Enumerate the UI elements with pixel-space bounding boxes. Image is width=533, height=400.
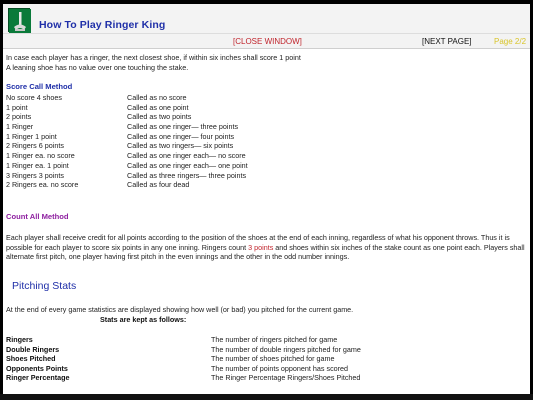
- stat-description: The number of shoes pitched for game: [211, 354, 335, 364]
- stat-label: Opponents Points: [6, 363, 68, 373]
- score-call: Called as two ringers— six points: [127, 141, 234, 151]
- score-call: Called as one ringer each— no score: [127, 151, 246, 161]
- stat-description: The number of points opponent has scored: [211, 363, 349, 373]
- stats-subheading: Stats are kept as follows:: [100, 315, 187, 324]
- score-combo: 1 Ringer: [6, 122, 34, 132]
- score-combo: 1 Ringer ea. no score: [6, 151, 75, 161]
- score-call: Called as one ringer each— one point: [127, 160, 248, 170]
- next-page-button[interactable]: [NEXT PAGE]: [422, 37, 472, 46]
- pitching-stats-heading: Pitching Stats: [12, 280, 77, 292]
- score-combo: 3 Ringers 3 points: [6, 170, 64, 180]
- score-combo: No score 4 shoes: [6, 93, 62, 102]
- window-title: How To Play Ringer King: [39, 19, 166, 31]
- score-combo: 2 Ringers ea. no score: [6, 180, 79, 190]
- horseshoe-stake-icon: [8, 8, 30, 32]
- page-indicator: Page 2/2: [494, 37, 527, 46]
- stat-label: Shoes Pitched: [6, 354, 56, 364]
- score-call-heading: Score Call Method: [6, 82, 73, 91]
- ringer-points-highlight: 3 points: [248, 242, 274, 252]
- intro-line-1: In case each player has a ringer, the next closest shoe, if within six inches shall score 1 point: [6, 53, 301, 62]
- score-call: Called as four dead: [127, 180, 190, 190]
- pitching-stats-intro: At the end of every game statistics are displayed showing how well (or bad) you pitched for the current game.: [6, 305, 354, 314]
- count-all-heading: Count All Method: [6, 212, 69, 221]
- score-combo: 1 Ringer 1 point: [6, 131, 57, 141]
- count-all-paragraph: [6, 233, 526, 262]
- score-call: Called as one ringer— four points: [127, 131, 235, 141]
- stat-label: Double Ringers: [6, 344, 60, 354]
- help-content: [3, 48, 530, 394]
- navigation-row: [3, 34, 530, 48]
- score-call: Called as two points: [127, 112, 192, 122]
- stat-description: The number of ringers pitched for game: [211, 335, 338, 344]
- stat-label: Ringers: [6, 335, 33, 344]
- title-bar: [3, 4, 530, 34]
- score-combo: 1 point: [6, 102, 28, 112]
- window-frame-bottom: [0, 394, 533, 400]
- score-combo: 2 Ringers 6 points: [6, 141, 64, 151]
- count-all-text-1: Each player shall receive credit for all points according to the position of the shoes at the end of each inning, regardless of what his opponent throws. Thus it is possible for each player to score six points in any one inning. Ringers count: [6, 233, 510, 252]
- stat-label: Ringer Percentage: [6, 373, 70, 383]
- stat-description: The Ringer Percentage Ringers/Shoes Pitched: [211, 373, 361, 383]
- score-call: Called as one point: [127, 102, 189, 112]
- stat-description: The number of double ringers pitched for game: [211, 344, 361, 354]
- score-combo: 1 Ringer ea. 1 point: [6, 160, 69, 170]
- intro-line-2: A leaning shoe has no value over one touching the stake.: [6, 62, 189, 72]
- count-all-text-2: and shoes within six inches of the stake count as one point each. Players shall alternate first pitch, one player having first pitch in the even innings and the other in the odd number innings.: [6, 242, 525, 262]
- close-window-button[interactable]: [CLOSE WINDOW]: [233, 37, 302, 46]
- score-call: Called as three ringers— three points: [127, 170, 247, 180]
- score-call: Called as one ringer— three points: [127, 122, 239, 132]
- score-combo: 2 points: [6, 112, 32, 122]
- score-call: Called as no score: [127, 93, 187, 102]
